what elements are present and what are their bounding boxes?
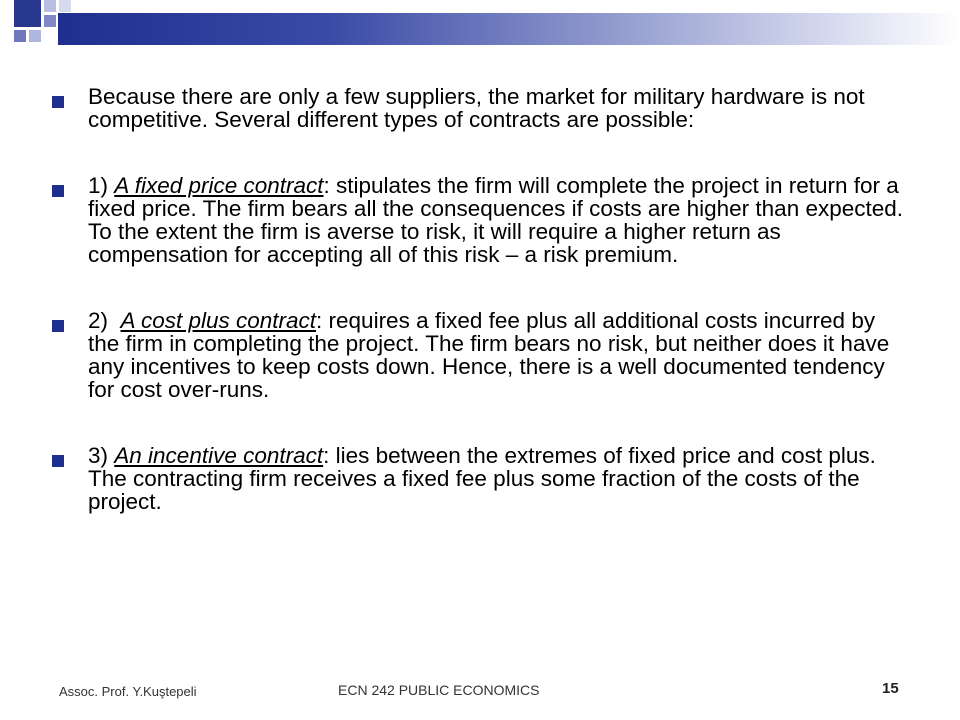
bullet-square-icon — [52, 185, 64, 197]
bullet-text — [88, 85, 910, 131]
bullet-square-icon — [52, 455, 64, 467]
bullet-square-icon — [52, 96, 64, 108]
bullet-body: : requires a fixed fee plus all additional costs incurred by the firm in completing the project. The firm bears no risk, but neither does it have any incentives to keep costs down. Hence, there is a well documented tendency for cost over-runs. — [88, 308, 890, 402]
bullet-body: : stipulates the firm will complete the project in return for a fixed price. The firm bears all the consequences if costs are higher than expected. To the extent the firm is averse to risk, it will require a higher return as compensation for accepting all of this risk – a risk premium. — [88, 173, 904, 267]
bullet-prefix: 3) — [88, 443, 115, 468]
bullet-item — [50, 444, 910, 513]
slide-number: 15 — [882, 680, 899, 697]
square-shape — [59, 0, 71, 12]
bullet-item — [50, 174, 910, 266]
square-shape — [44, 0, 56, 12]
header-gradient-bar — [58, 13, 960, 45]
contract-term: A cost plus contract — [120, 308, 317, 333]
bullet-text — [88, 174, 910, 266]
square-shape — [14, 0, 41, 27]
bullet-prefix: 2) — [88, 308, 121, 333]
bullet-square-icon — [52, 320, 64, 332]
bullet-prefix: 1) — [88, 173, 115, 198]
bullet-item — [50, 309, 910, 401]
square-shape — [44, 15, 56, 27]
bullet-body: Because there are only a few suppliers, the market for military hardware is not competitive. Several different types of contracts are possible: — [88, 84, 865, 132]
decorative-squares-logo — [14, 0, 74, 46]
bullet-text — [88, 444, 910, 513]
square-shape — [29, 30, 41, 42]
footer-author: Assoc. Prof. Y.Kuştepeli — [59, 684, 197, 699]
contract-term: An incentive contract — [114, 443, 324, 468]
slide-body — [50, 85, 910, 513]
square-shape — [14, 30, 26, 42]
contract-term: A fixed price contract — [114, 173, 324, 198]
bullet-item — [50, 85, 910, 131]
footer-course-title: ECN 242 PUBLIC ECONOMICS — [338, 682, 540, 698]
bullet-text — [88, 309, 910, 401]
bullet-body: : lies between the extremes of fixed price and cost plus. The contracting firm receives a fixed fee plus some fraction of the costs of the project. — [88, 443, 876, 514]
